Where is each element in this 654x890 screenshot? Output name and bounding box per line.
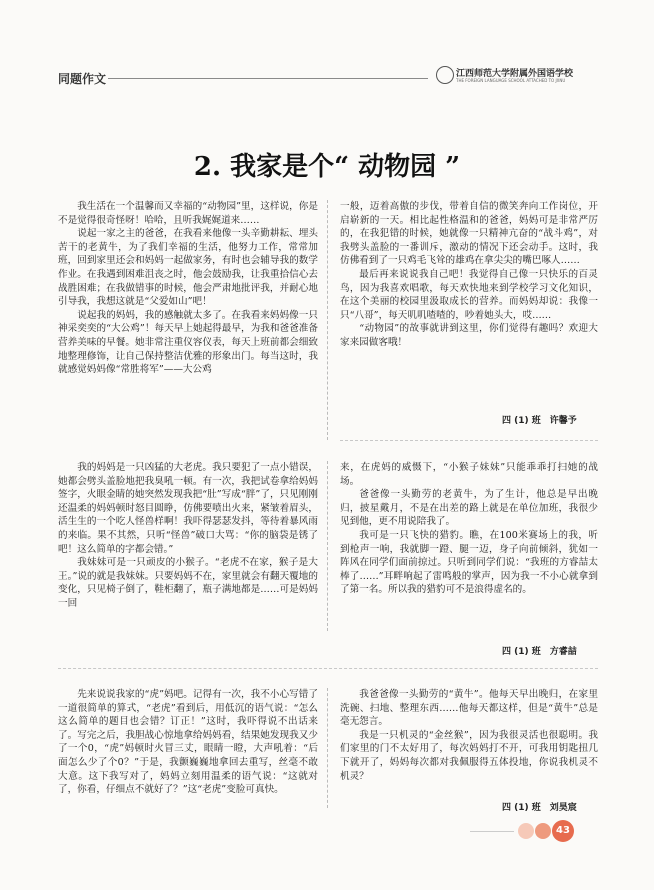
essay2-left-column bbox=[58, 461, 318, 611]
paragraph: 我生活在一个温馨而又幸福的“动物园”里，这样说，你是不是觉得很奇怪呀！哈哈，且听我娓娓道来…… bbox=[58, 201, 318, 226]
essay3-author: 四 (1) 班 刘昊宸 bbox=[502, 803, 577, 813]
essay2-author: 四 (1) 班 方睿喆 bbox=[502, 647, 577, 657]
column-divider bbox=[327, 688, 329, 808]
essay1-right-column bbox=[340, 200, 598, 350]
school-name-en: THE FOREIGN LANGUAGE SCHOOL ATTACHED TO JXNU bbox=[456, 78, 566, 83]
essay2-right-column bbox=[340, 461, 598, 597]
paragraph: 说起一家之主的爸爸，在我看来他像一头辛勤耕耘、埋头苦干的老黄牛，为了我们幸福的生活，他努力工作，常常加班，回到家里还会和妈妈一起做家务，有时也会辅导我的数学作业。在我遇到困难沮丧之时，他会鼓励我，让我重拾信心去战胜困难；在我做错事的时候，他会严肃地批评我，并耐心地引导我，我想这就是“父爱如山”吧！ bbox=[58, 228, 318, 308]
header-rule bbox=[108, 78, 428, 79]
decorative-dot bbox=[518, 823, 534, 839]
paragraph: “动物园”的故事就讲到这里，你们觉得有趣吗？欢迎大家来园做客哦！ bbox=[340, 323, 598, 348]
decorative-dot bbox=[535, 823, 551, 839]
paragraph: 爸爸像一头勤劳的老黄牛，为了生计，他总是早出晚归，披星戴月，不是在出差的路上就是在单位加班，我很少见到他，更不用说陪我了。 bbox=[340, 489, 598, 528]
paragraph: 我可是一只飞快的猎豹。瞧，在100米赛场上的我，听到枪声一响，我就脚一蹬、腿一迈，身子向前倾斜，犹如一阵风在同学们面前掠过。只听到同学们说：“我班的方睿喆太棒了……”耳畔响起了雷鸣般的掌声，因为我一不小心就拿到了第一名。所以我的猎豹可不是浪得虚名的。 bbox=[340, 529, 598, 596]
paragraph: 一般，迈着高傲的步伐，带着自信的微笑奔向工作岗位，开启崭新的一天。相比起性格温和的爸爸，妈妈可是非常严厉的，在我犯错的时候，她就像一只精神亢奋的“战斗鸡”，对我劈头盖脸的一番训斥，激动的情况下还会动手。这时，我仿佛看到了一只鸡毛飞耸的雄鸡在拿尖尖的嘴巴啄人…… bbox=[340, 201, 598, 267]
footer-rule bbox=[470, 831, 514, 832]
column-divider bbox=[327, 200, 329, 440]
paragraph: 我的妈妈是一只凶猛的大老虎。我只要犯了一点小错误，她都会劈头盖脸地把我臭吼一顿。有一次，我把试卷拿给妈妈签字，火眼金睛的她突然发现我把“肚”写成“胖”了，只见刚刚还温柔的妈妈顿时怒目圆睁，仿佛要喷出火来，紧皱着眉头，活生生的一个吃人怪兽样啊！我吓得瑟瑟发抖，等待着暴风雨的来临。果不其然，只听“怪兽”破口大骂：“你的脑袋是锈了吧！这么简单的字都会错。” bbox=[58, 462, 318, 555]
paragraph: 我妹妹可是一只顽皮的小猴子。“老虎不在家，猴子是大王。”说的就是我妹妹。只要妈妈不在，家里就会有翻天覆地的变化，只见椅子倒了，鞋柜翻了，瓶子满地都是……可是妈妈一回 bbox=[58, 557, 318, 609]
school-logo-icon bbox=[436, 66, 454, 84]
essay3-left-column bbox=[58, 688, 318, 797]
separator bbox=[58, 668, 598, 669]
essay1-author: 四 (1) 班 许馨予 bbox=[502, 416, 577, 426]
page-header bbox=[0, 60, 654, 100]
school-name: 江西师范大学附属外国语学校 bbox=[456, 69, 574, 79]
section-label: 同题作文 bbox=[58, 72, 107, 86]
separator bbox=[340, 440, 598, 441]
page-number: 43 bbox=[552, 820, 574, 842]
paragraph: 我爸爸像一头勤劳的“黄牛”。他每天早出晚归，在家里洗碗、扫地、整理东西……他每天都这样，但是“黄牛”总是毫无怨言。 bbox=[340, 689, 598, 728]
paragraph: 来，在虎妈的威慑下，“小猴子妹妹”只能乖乖打扫她的战场。 bbox=[340, 462, 598, 487]
paragraph: 我是一只机灵的“金丝猴”，因为我很灵活也很聪明。我们家里的门不太好用了，每次妈妈打不开，可我用钥匙扭几下就开了，妈妈每次都对我佩服得五体投地，你说我机灵不机灵？ bbox=[340, 729, 598, 782]
article-title: 2. 我家是个“ 动物园 ” bbox=[193, 152, 461, 182]
paragraph: 最后再来说说我自己吧！我觉得自己像一只快乐的百灵鸟，因为我喜欢唱歌，每天欢快地来到学校学习文化知识，在这个美丽的校园里汲取成长的营养。而妈妈却说：我像一只“八哥”，每天叽叽喳喳的，吵着她头大，哎…… bbox=[340, 268, 598, 321]
essay1-left-column bbox=[58, 200, 318, 377]
essay3-right-column bbox=[340, 688, 598, 783]
paragraph: 先来说说我家的“虎”妈吧。记得有一次，我不小心写错了一道很简单的算式，“老虎”看到后，用低沉的语气说：“怎么这么简单的题目也会错？订正！”这时，我吓得说不出话来了。写完之后，我胆战心惊地拿给妈妈看，结果她发现我又少了一个0，“虎”妈顿时火冒三丈，眼睛一瞪，大声吼着：“后面怎么少了个0？”于是，我颤巍巍地拿回去重写，丝毫不敢大意。这下我写对了，妈妈立刻用温柔的语气说：“这就对了，你看，仔细点不就好了？”这“老虎”变脸可真快。 bbox=[58, 689, 318, 796]
paragraph: 说起我的妈妈，我的感触就太多了。在我看来妈妈像一只神采奕奕的“大公鸡”！每天早上她起得最早，为我和爸爸准备营养美味的早餐。她非常注重仪容仪表，每天上班前都会细致地整理修饰，让自己保持整洁优雅的形象出门。每当这时，我就感觉妈妈像“常胜将军”——大公鸡 bbox=[58, 309, 318, 376]
column-divider bbox=[327, 461, 329, 631]
